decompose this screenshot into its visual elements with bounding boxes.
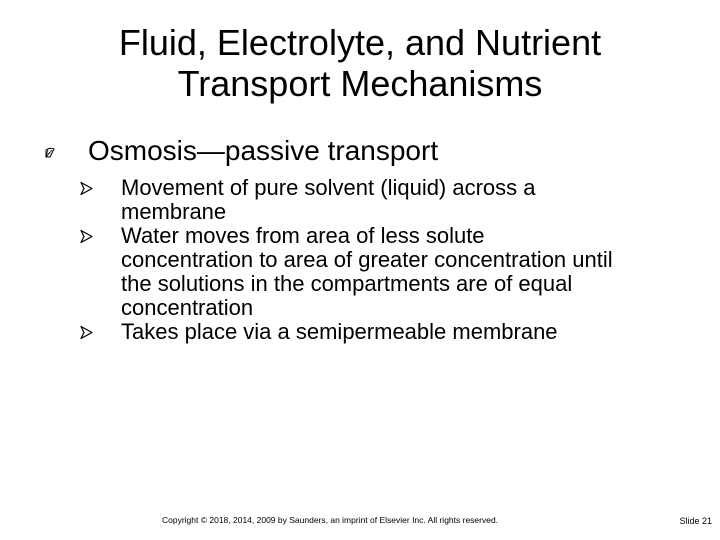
sub-bullet-3-line-1: Takes place via a semipermeable membrane <box>121 319 558 344</box>
arrow-bullet-icon <box>80 326 93 339</box>
slide-title-line-2: Transport Mechanisms <box>177 63 543 104</box>
fan-bullet-icon <box>45 147 56 158</box>
sub-bullet-2 <box>80 224 640 320</box>
main-bullet-text: Osmosis—passive transport <box>88 135 439 166</box>
sub-bullet-1-line-1: Movement of pure solvent (liquid) across a <box>121 175 536 200</box>
arrow-bullet-icon <box>80 182 93 195</box>
sub-bullet-3 <box>80 320 640 344</box>
footer-copyright: Copyright © 2018, 2014, 2009 by Saunders, an imprint of Elsevier Inc. All rights reserved. <box>162 515 499 525</box>
slide-title-line-1: Fluid, Electrolyte, and Nutrient <box>118 22 602 63</box>
sub-bullet-2-line-2: concentration to area of greater concentration until <box>121 247 613 272</box>
sub-bullet-list <box>80 176 640 344</box>
sub-bullet-2-line-1: Water moves from area of less solute <box>121 223 485 248</box>
arrow-bullet-icon <box>80 230 93 243</box>
sub-bullet-1 <box>80 176 640 224</box>
slide-title <box>40 22 680 104</box>
sub-bullet-2-line-4: concentration <box>121 295 254 320</box>
sub-bullet-1-line-2: membrane <box>121 199 227 224</box>
sub-bullet-2-line-3: the solutions in the compartments are of equal <box>121 271 573 296</box>
footer-slide-number: Slide 21 <box>679 516 712 526</box>
